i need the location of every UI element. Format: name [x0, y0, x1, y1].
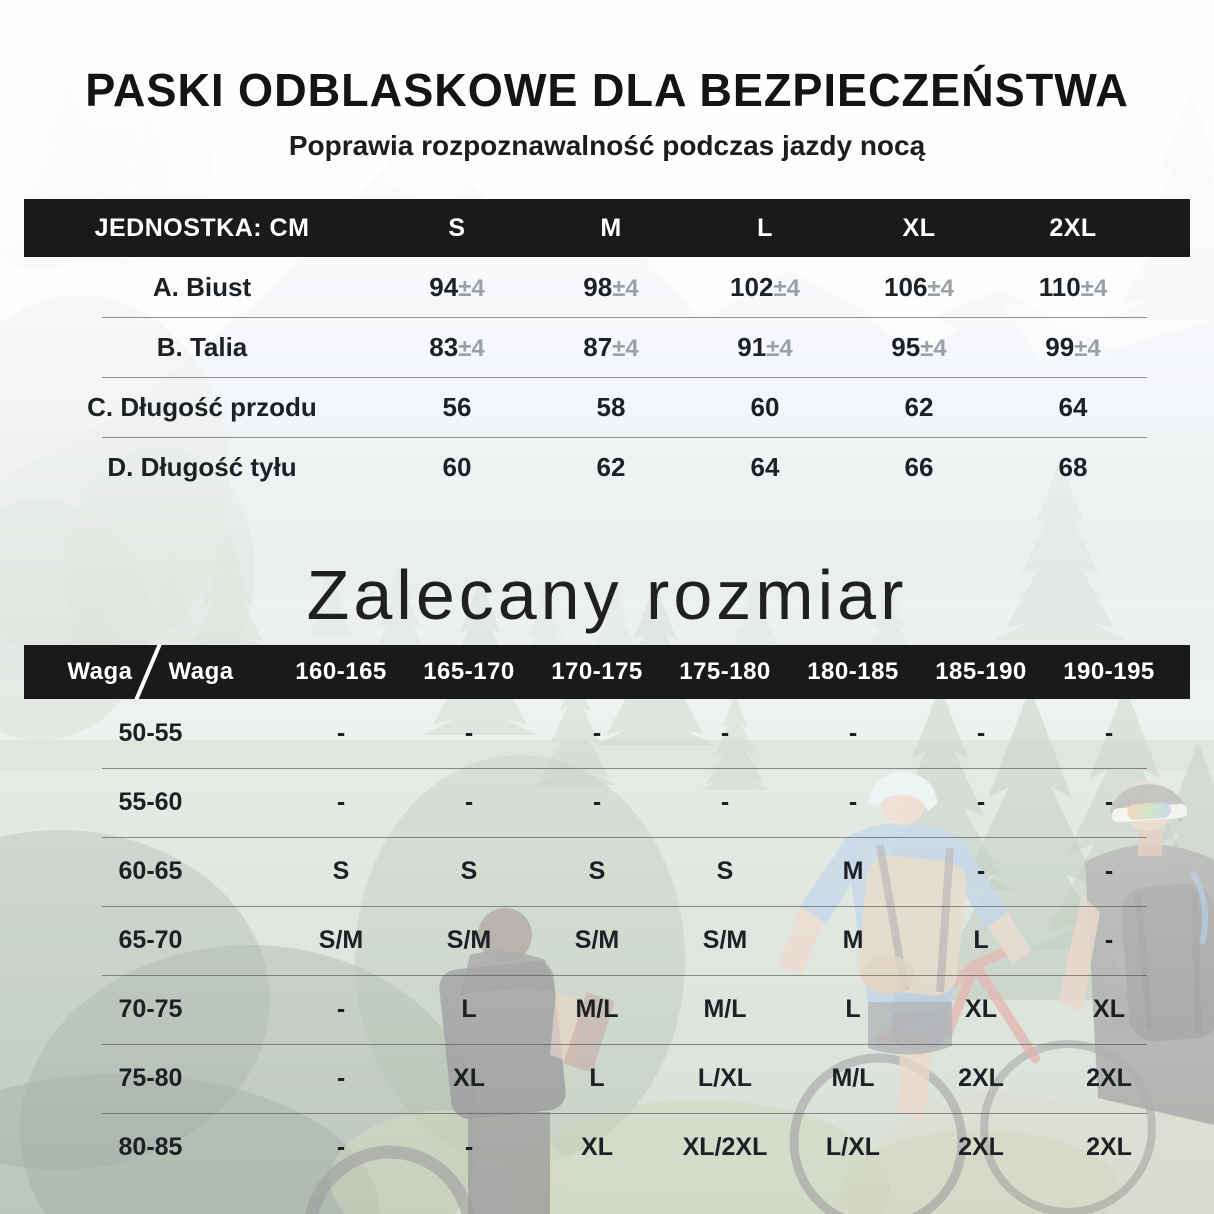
rec-cell: - — [464, 1133, 474, 1161]
rec-cell: S/M — [446, 926, 492, 954]
weight-row-label: 65-70 — [118, 926, 183, 954]
size-cell — [380, 332, 534, 363]
table-row — [24, 699, 1190, 768]
rec-cell: S/M — [574, 926, 620, 954]
size-cell — [996, 452, 1150, 483]
table-row — [24, 837, 1190, 906]
rec-cell: - — [1104, 719, 1114, 747]
rec-cell: 2XL — [1086, 1133, 1132, 1161]
corner-cell — [24, 645, 277, 699]
height-col-header: 175-180 — [679, 658, 771, 685]
col-header-2xl: 2XL — [1049, 213, 1097, 242]
size-cell — [842, 272, 996, 303]
col-header-xl: XL — [902, 213, 936, 242]
rec-cell: - — [336, 995, 346, 1023]
rec-cell: S — [460, 857, 478, 885]
size-value: 83 — [429, 331, 459, 362]
table-row — [24, 437, 1190, 497]
size-value: 87 — [583, 331, 613, 362]
rec-cell: - — [336, 719, 346, 747]
height-col-header: 165-170 — [423, 658, 515, 685]
size-cell — [996, 392, 1150, 423]
rec-cell: XL — [453, 1064, 485, 1092]
size-cell — [688, 272, 842, 303]
size-cell — [688, 392, 842, 423]
table-row — [24, 377, 1190, 437]
size-tolerance: ±4 — [766, 334, 793, 362]
table-row — [24, 1113, 1190, 1182]
rec-cell: L — [973, 926, 989, 954]
col-header-m: M — [600, 213, 622, 242]
height-col-header: 170-175 — [551, 658, 643, 685]
recommended-table-header — [24, 645, 1190, 699]
size-cell — [380, 272, 534, 303]
rec-cell: - — [336, 788, 346, 816]
size-tolerance: ±4 — [612, 274, 639, 302]
col-header-l: L — [757, 213, 773, 242]
rec-cell: - — [1104, 926, 1114, 954]
weight-row-label: 55-60 — [118, 788, 183, 816]
size-table — [24, 199, 1190, 497]
row-label: A. Biust — [152, 271, 252, 302]
size-tolerance: ±4 — [773, 274, 800, 302]
size-tolerance: ±4 — [1080, 274, 1108, 302]
size-cell — [534, 332, 688, 363]
row-label: D. Długość tyłu — [107, 451, 297, 482]
size-table-header — [24, 199, 1190, 257]
size-tolerance: ±4 — [1074, 334, 1101, 362]
size-value: 68 — [1058, 451, 1088, 482]
weight-row-label: 75-80 — [118, 1064, 183, 1092]
rec-cell: - — [336, 1064, 346, 1092]
page-subtitle: Poprawia rozpoznawalność podczas jazdy nocą — [288, 130, 926, 161]
corner-diagonal — [134, 644, 161, 701]
rec-cell: - — [848, 788, 858, 816]
rec-cell: XL — [581, 1133, 613, 1161]
size-value: 62 — [596, 451, 626, 482]
rec-cell: - — [976, 719, 986, 747]
rec-cell: S — [588, 857, 606, 885]
row-label: C. Długość przodu — [87, 391, 317, 422]
size-value: 62 — [904, 391, 934, 422]
rec-cell: - — [1104, 857, 1114, 885]
rec-cell: - — [464, 719, 474, 747]
size-value: 99 — [1045, 331, 1075, 362]
rec-cell: M — [842, 857, 864, 885]
rec-cell: - — [336, 1133, 346, 1161]
rec-cell: XL — [1093, 995, 1125, 1023]
weight-row-label: 50-55 — [118, 719, 183, 747]
rec-cell: M/L — [703, 995, 747, 1023]
size-value: 110 — [1038, 271, 1081, 302]
rec-cell: L — [845, 995, 861, 1023]
size-cell — [380, 392, 534, 423]
rec-cell: XL/2XL — [682, 1133, 768, 1161]
rec-cell: - — [592, 788, 602, 816]
table-row — [24, 975, 1190, 1044]
size-value: 98 — [583, 271, 613, 302]
size-value: 66 — [904, 451, 934, 482]
rec-cell: - — [976, 857, 986, 885]
size-value: 95 — [891, 331, 921, 362]
size-cell — [534, 272, 688, 303]
rec-cell: L/XL — [825, 1133, 881, 1161]
rec-cell: XL — [965, 995, 997, 1023]
size-value: 60 — [442, 451, 472, 482]
table-row — [24, 257, 1190, 317]
rec-cell: - — [848, 719, 858, 747]
size-cell — [842, 452, 996, 483]
size-tolerance: ±4 — [927, 274, 954, 302]
corner-label-left: Waga — [67, 658, 133, 685]
height-col-header: 185-190 — [935, 658, 1027, 685]
rec-cell: S/M — [318, 926, 364, 954]
height-col-header: 160-165 — [295, 658, 387, 685]
size-cell — [534, 392, 688, 423]
size-cell — [380, 452, 534, 483]
unit-header: JEDNOSTKA: CM — [94, 213, 310, 242]
row-label: B. Talia — [156, 331, 248, 362]
size-value: 64 — [750, 451, 780, 482]
rec-cell: L/XL — [697, 1064, 753, 1092]
rec-cell: 2XL — [958, 1133, 1004, 1161]
weight-row-label: 60-65 — [118, 857, 183, 885]
table-row — [24, 768, 1190, 837]
table-row — [24, 317, 1190, 377]
rec-cell: 2XL — [1086, 1064, 1132, 1092]
size-cell — [534, 452, 688, 483]
size-value: 102 — [730, 271, 774, 302]
size-value: 106 — [884, 271, 928, 302]
rec-cell: - — [464, 788, 474, 816]
size-cell — [842, 392, 996, 423]
recommended-size-heading: Zalecany rozmiar — [306, 556, 908, 634]
size-cell — [996, 332, 1150, 363]
rec-cell: - — [976, 788, 986, 816]
rec-cell: - — [1104, 788, 1114, 816]
height-col-header: 180-185 — [807, 658, 899, 685]
rec-cell: - — [592, 719, 602, 747]
size-cell — [688, 332, 842, 363]
size-cell — [996, 272, 1150, 303]
size-tolerance: ±4 — [458, 334, 485, 362]
col-header-s: S — [448, 213, 466, 242]
corner-label-right: Waga — [168, 658, 234, 685]
recommended-size-table — [24, 645, 1190, 1182]
rec-cell: - — [720, 788, 730, 816]
size-tolerance: ±4 — [458, 274, 485, 302]
size-cell — [688, 452, 842, 483]
rec-cell: 2XL — [958, 1064, 1004, 1092]
size-cell — [842, 332, 996, 363]
size-value: 60 — [750, 391, 780, 422]
rec-cell: - — [720, 719, 730, 747]
size-value: 91 — [737, 331, 767, 362]
weight-row-label: 70-75 — [118, 995, 183, 1023]
height-col-header: 190-195 — [1063, 658, 1155, 685]
table-row — [24, 906, 1190, 975]
weight-row-label: 80-85 — [118, 1133, 183, 1161]
rec-cell: M — [842, 926, 864, 954]
rec-cell: L — [461, 995, 477, 1023]
rec-cell: S — [716, 857, 734, 885]
size-tolerance: ±4 — [920, 334, 947, 362]
rec-cell: S/M — [702, 926, 748, 954]
size-tolerance: ±4 — [612, 334, 639, 362]
size-value: 58 — [596, 391, 626, 422]
table-row — [24, 1044, 1190, 1113]
size-value: 94 — [429, 271, 459, 302]
page-title: PASKI ODBLASKOWE DLA BEZPIECZEŃSTWA — [85, 64, 1129, 116]
rec-cell: L — [589, 1064, 605, 1092]
size-value: 64 — [1058, 391, 1088, 422]
rec-cell: M/L — [575, 995, 619, 1023]
rec-cell: S — [332, 857, 350, 885]
rec-cell: M/L — [831, 1064, 875, 1092]
size-value: 56 — [442, 391, 472, 422]
